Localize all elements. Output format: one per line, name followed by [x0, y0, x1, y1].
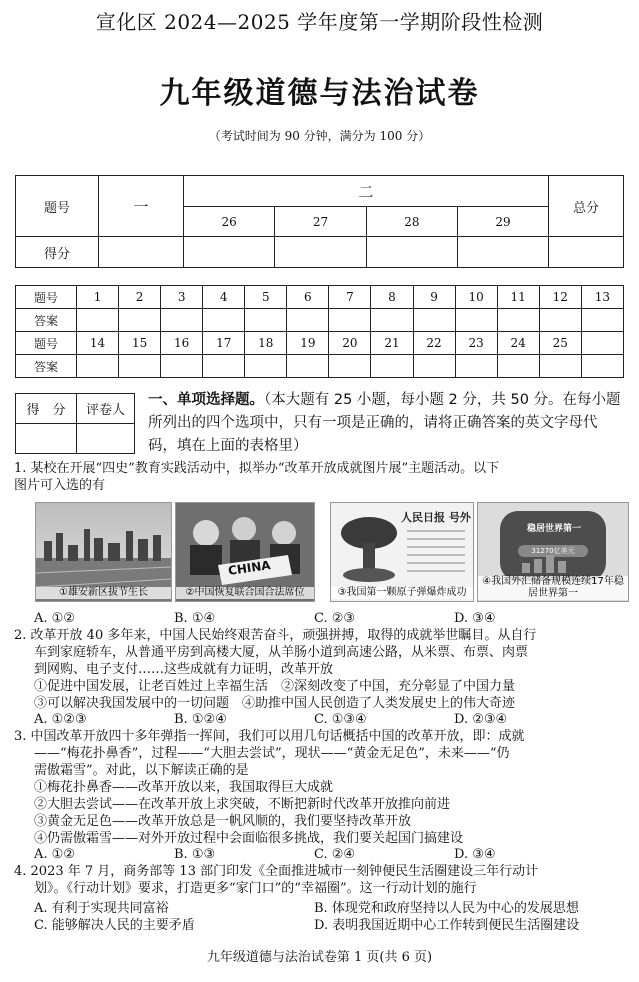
option-d[interactable]: D. ②③④	[454, 712, 508, 727]
answer-cell[interactable]	[539, 309, 581, 332]
score-cell[interactable]	[458, 237, 549, 268]
score-cell[interactable]	[366, 237, 457, 268]
answer-cell[interactable]	[245, 309, 287, 332]
exam-title: 九年级道德与法治试卷	[159, 76, 480, 111]
photo-caption: ①雄安新区拔节生长	[36, 587, 171, 599]
answer-table-row	[16, 355, 624, 378]
score-table-total: 总分	[549, 176, 624, 237]
answer-table-row	[16, 309, 624, 332]
question-line: 需傲霜雪”。对此，以下解读正确的是	[34, 763, 249, 778]
photo-caption: ④我国外汇储备规模连续17年稳居世界第一	[478, 576, 628, 600]
answer-cell[interactable]	[455, 309, 497, 332]
photo-caption: ③我国第一颗原子弹爆炸成功	[331, 587, 473, 599]
china-nameplate: CHINA	[227, 558, 272, 578]
poster-figure: 31270亿美元	[531, 547, 575, 555]
option-a[interactable]: A. ①②③	[34, 712, 87, 727]
answer-cell[interactable]	[539, 355, 581, 378]
option-a[interactable]: A. ①②	[34, 847, 75, 862]
grader-box	[15, 393, 135, 454]
question-number: 20	[329, 332, 371, 355]
question-1-options	[34, 611, 624, 627]
answer-table-row	[16, 332, 624, 355]
answer-cell[interactable]	[329, 309, 371, 332]
question-line: ②大胆去尝试——在改革开放上求突破，不断把新时代改革开放推向前进	[34, 797, 451, 812]
score-cell[interactable]	[549, 237, 624, 268]
question-2-options	[34, 712, 624, 728]
answer-cell[interactable]	[581, 309, 623, 332]
newspaper-masthead: 人民日报 号外	[401, 511, 471, 524]
photo-fx-reserves	[477, 502, 629, 602]
question-number: 7	[329, 286, 371, 309]
option-c[interactable]: C. ②③	[314, 611, 356, 626]
score-table-tihao: 题号	[16, 176, 99, 237]
answer-table-row	[16, 286, 624, 309]
answer-table-daan: 答案	[16, 355, 77, 378]
answer-cell[interactable]	[161, 355, 203, 378]
score-cell[interactable]	[275, 237, 366, 268]
question-number: 2	[119, 286, 161, 309]
question-line: 4. 2023 年 7 月，商务部等 13 部门印发《全面推进城市一刻钟便民生活圈建设三年行动计	[14, 864, 539, 879]
question-number: 5	[245, 286, 287, 309]
question-number: 23	[455, 332, 497, 355]
grader-reviewer-cell[interactable]	[77, 424, 135, 454]
question-number: 3	[161, 286, 203, 309]
question-line: ④仍需傲霜雪——对外开放过程中会面临很多挑战，我们要关起国门搞建设	[34, 831, 464, 846]
poster-headline: 稳居世界第一	[526, 524, 581, 534]
option-c[interactable]: C. ②④	[314, 847, 356, 862]
section-title	[148, 389, 626, 458]
score-table-part-two: 二	[184, 176, 549, 207]
option-d[interactable]: D. ③④	[454, 847, 496, 862]
answer-cell[interactable]	[287, 309, 329, 332]
answer-cell[interactable]	[497, 309, 539, 332]
score-table-defen: 得分	[16, 237, 99, 268]
answer-cell[interactable]	[287, 355, 329, 378]
question-number: 24	[497, 332, 539, 355]
answer-table-tihao: 题号	[16, 286, 77, 309]
question-line: ③可以解决我国发展中的一切问题 ④助推中国人民创造了人类发展史上的伟大奇迹	[34, 696, 516, 711]
question-2	[14, 627, 626, 712]
option-c[interactable]: C. 能够解决人民的主要矛盾	[34, 918, 195, 933]
question-number: 17	[203, 332, 245, 355]
score-cell[interactable]	[184, 237, 275, 268]
exam-header: 宣化区 2024—2025 学年度第一学期阶段性检测	[95, 10, 544, 34]
question-number: 19	[287, 332, 329, 355]
question-number: 22	[413, 332, 455, 355]
section-heading: 一、单项选择题。	[148, 392, 264, 408]
question-number: 1	[77, 286, 119, 309]
question-line: 划》。《行动计划》要求，打造更多“家门口”的“幸福圈”。这一行动计划的施行	[34, 881, 477, 896]
answer-table-tihao: 题号	[16, 332, 77, 355]
score-cell[interactable]	[99, 237, 184, 268]
question-4	[14, 863, 626, 897]
question-number: 8	[371, 286, 413, 309]
empty-cell	[581, 332, 623, 355]
option-b[interactable]: B. ①④	[174, 611, 216, 626]
score-table-q29: 29	[458, 207, 549, 237]
photo-xiongan-city	[35, 502, 172, 602]
score-table-q26: 26	[184, 207, 275, 237]
option-b[interactable]: B. ①③	[174, 847, 216, 862]
question-number: 12	[539, 286, 581, 309]
question-number: 14	[77, 332, 119, 355]
question-line: 1. 某校在开展“四史”教育实践活动中，拟举办“改革开放成就图片展”主题活动。以下	[14, 461, 500, 476]
question-4-options-row2	[34, 914, 624, 933]
question-4-options-row1	[34, 897, 624, 916]
question-number: 16	[161, 332, 203, 355]
answer-cell[interactable]	[203, 309, 245, 332]
answer-cell[interactable]	[371, 355, 413, 378]
answer-table-daan: 答案	[16, 309, 77, 332]
question-line: ①梅花扑鼻香——改革开放以来，我国取得巨大成就	[34, 780, 334, 795]
option-a[interactable]: A. 有利于实现共同富裕	[34, 901, 169, 916]
question-line: ③黄金无足色——改革开放总是一帆风顺的，我们要坚持改革开放	[34, 814, 412, 829]
question-number: 15	[119, 332, 161, 355]
question-line: 车到家庭轿车，从普通平房到高楼大厦，从羊肠小道到高速公路，从米票、布票、肉票	[34, 645, 529, 660]
answer-cell[interactable]	[203, 355, 245, 378]
answer-cell[interactable]	[161, 309, 203, 332]
score-table-part-one: 一	[99, 176, 184, 237]
option-d[interactable]: D. 表明我国近期中心工作转到便民生活圈建设	[314, 918, 580, 933]
section-instructions: （本大题有 25 小题，每小题 2 分，共 50 分。在每小题所列出的四个选项中，只有一项是正确的，请将正确答案的英文字母代码，填在上面的表格里）	[148, 392, 621, 454]
score-table	[15, 175, 624, 268]
photo-atomic-bomb	[330, 502, 474, 602]
question-number: 6	[287, 286, 329, 309]
question-number: 18	[245, 332, 287, 355]
answer-table	[15, 285, 624, 378]
grader-reviewer-label: 评卷人	[77, 394, 135, 424]
answer-cell[interactable]	[329, 355, 371, 378]
question-number: 21	[371, 332, 413, 355]
question-3-options	[34, 847, 624, 863]
option-c[interactable]: C. ①③④	[314, 712, 367, 727]
answer-cell[interactable]	[119, 309, 161, 332]
answer-cell[interactable]	[413, 309, 455, 332]
answer-cell[interactable]	[371, 309, 413, 332]
answer-cell[interactable]	[245, 355, 287, 378]
question-3	[14, 728, 626, 847]
page-footer: 九年级道德与法治试卷第 1 页(共 6 页)	[206, 950, 433, 965]
exam-subtitle: （考试时间为 90 分钟，满分为 100 分）	[208, 129, 431, 143]
question-line: 到网购、电子支付……这些成就有力证明，改革开放	[34, 662, 334, 677]
question-line: ——“梅花扑鼻香”，过程——“大胆去尝试”，现状——“黄金无足色”，未来——“仍	[34, 746, 510, 761]
question-number: 10	[455, 286, 497, 309]
answer-cell[interactable]	[413, 355, 455, 378]
answer-cell[interactable]	[497, 355, 539, 378]
photo-caption: ②中国恢复联合国合法席位	[176, 587, 314, 599]
answer-cell[interactable]	[77, 355, 119, 378]
option-a[interactable]: A. ①②	[34, 611, 75, 626]
answer-cell[interactable]	[77, 309, 119, 332]
question-1	[14, 460, 626, 494]
grader-score-cell[interactable]	[16, 424, 77, 454]
question-line: 3. 中国改革开放四十多年弹指一挥间，我们可以用几句话概括中国的改革开放，即：成就	[14, 729, 525, 744]
empty-cell	[581, 355, 623, 378]
question-line: 图片可入选的有	[14, 478, 106, 493]
option-d[interactable]: D. ③④	[454, 611, 496, 626]
answer-cell[interactable]	[119, 355, 161, 378]
grader-score-label: 得 分	[16, 394, 77, 424]
question-line: ①促进中国发展，让老百姓过上幸福生活 ②深刻改变了中国，充分彰显了中国力量	[34, 679, 516, 694]
option-b[interactable]: B. 体现党和政府坚持以人民为中心的发展思想	[314, 901, 579, 916]
answer-cell[interactable]	[455, 355, 497, 378]
question-number: 11	[497, 286, 539, 309]
question-number: 25	[539, 332, 581, 355]
question-line: 2. 改革开放 40 多年来，中国人民始终艰苦奋斗，顽强拼搏，取得的成就举世瞩目。从自行	[14, 628, 537, 643]
option-b[interactable]: B. ①②④	[174, 712, 227, 727]
question-number: 9	[413, 286, 455, 309]
question-number: 4	[203, 286, 245, 309]
photo-un-seat	[175, 502, 315, 602]
score-table-q27: 27	[275, 207, 366, 237]
question-number: 13	[581, 286, 623, 309]
score-table-q28: 28	[366, 207, 457, 237]
